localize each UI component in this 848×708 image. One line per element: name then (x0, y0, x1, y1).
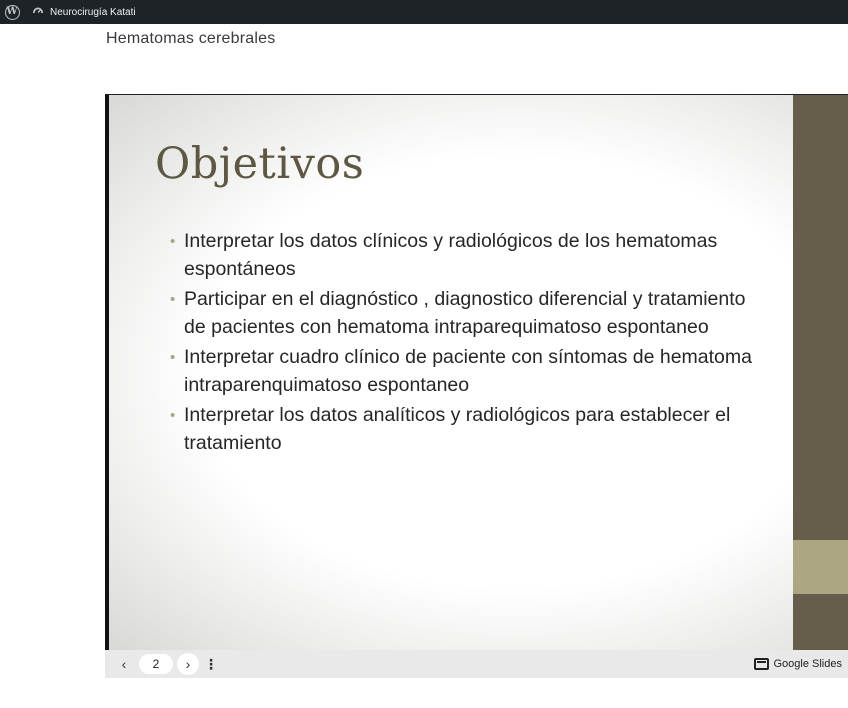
google-slides-label: Google Slides (773, 658, 842, 670)
chevron-right-icon: › (185, 656, 191, 672)
bullet-marker-icon: • (170, 233, 176, 250)
chevron-left-icon: ‹ (121, 656, 127, 672)
slides-embed (105, 94, 848, 678)
slide-bullet: • Interpretar cuadro clínico de paciente con síntomas de hematoma intraparenquimatoso espontaneo (170, 346, 752, 396)
slide-number-field[interactable]: 2 (139, 654, 173, 674)
more-options-button[interactable] (206, 654, 216, 674)
site-name-label: Neurocirugía Katati (50, 6, 136, 18)
kebab-menu-icon: ⋮ (204, 655, 218, 672)
slide-sidebar-accent (793, 540, 848, 594)
bullet-marker-icon: • (170, 349, 176, 366)
slide-title: Objetivos (155, 139, 365, 189)
site-name-link[interactable] (32, 0, 136, 24)
bullet-marker-icon: • (170, 407, 176, 424)
dashboard-icon (32, 6, 44, 18)
slide-bullet-list (167, 228, 767, 460)
page-title: Hematomas cerebrales (106, 30, 276, 47)
google-slides-link[interactable] (754, 650, 843, 678)
slide-bullet: • Participar en el diagnóstico , diagnostico diferencial y tratamiento de pacientes con hematoma intraparequimatoso espontaneo (170, 288, 746, 338)
previous-slide-button[interactable] (114, 654, 134, 674)
next-slide-button[interactable] (177, 653, 199, 675)
slide-bullet: • Interpretar los datos analíticos y radiológicos para establecer el tratamiento (170, 404, 731, 454)
slide-canvas[interactable] (105, 94, 848, 650)
admin-bar (0, 0, 848, 24)
bullet-marker-icon: • (170, 291, 176, 308)
wordpress-logo-icon[interactable]: W (0, 0, 24, 24)
google-slides-icon (754, 658, 769, 670)
slides-toolbar (105, 650, 848, 678)
slide-bullet: • Interpretar los datos clínicos y radiológicos de los hematomas espontáneos (170, 230, 718, 280)
